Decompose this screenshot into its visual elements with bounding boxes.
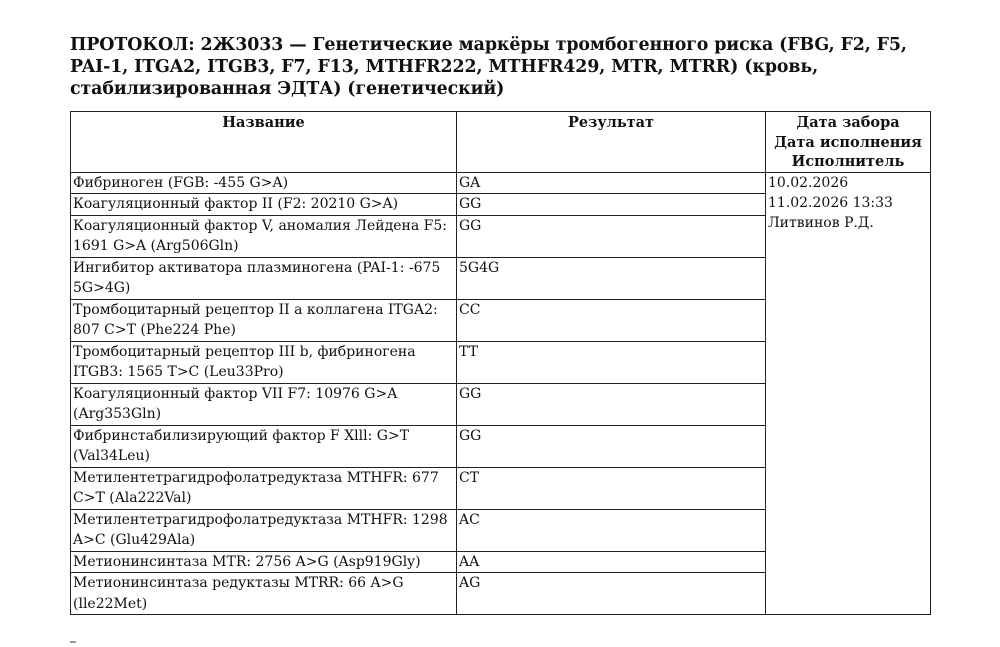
protocol-title: ПРОТОКОЛ: 2Ж3033 — Генетические маркёры тромбогенного риска (FBG, F2, F5, PAI-1, ITGA2, ITGB3, F7, F13, MTHFR222, MTHFR429, MTR, MTRR) (кровь, стабилизированная ЭДТА) (генетический) <box>70 35 907 99</box>
marker-name: Метионинсинтаза редуктазы MTRR: 66 A>G (lle22Met) <box>71 573 457 615</box>
page-edge-mark <box>70 641 76 643</box>
marker-result: GG <box>457 194 766 216</box>
header-meta <box>766 112 931 173</box>
marker-name: Тромбоцитарный рецептор II а коллагена ITGA2: 807 C>T (Phe224 Phe) <box>71 299 457 341</box>
collection-date: 10.02.2026 <box>768 174 849 191</box>
table-row <box>71 172 931 194</box>
marker-name: Метилентетрагидрофолатредуктаза MTHFR: 677 C>T (Ala222Val) <box>71 467 457 509</box>
marker-result: AC <box>457 509 766 551</box>
marker-result: GG <box>457 215 766 257</box>
header-collection-date: Дата забора <box>796 114 900 131</box>
marker-name: Коагуляционный фактор V, аномалия Лейдена F5: 1691 G>A (Arg506Gln) <box>71 215 457 257</box>
marker-name: Фибринстабилизирующий фактор F Xlll: G>T (Val34Leu) <box>71 425 457 467</box>
marker-result: CC <box>457 299 766 341</box>
marker-result: TT <box>457 341 766 383</box>
header-result: Результат <box>457 112 766 173</box>
marker-result: GG <box>457 383 766 425</box>
header-performer: Исполнитель <box>791 153 905 170</box>
marker-result: GG <box>457 425 766 467</box>
meta-cell <box>766 172 931 615</box>
marker-name: Тромбоцитарный рецептор III b, фибриногена ITGB3: 1565 T>C (Leu33Pro) <box>71 341 457 383</box>
marker-result: AG <box>457 573 766 615</box>
marker-name: Метилентетрагидрофолатредуктаза MTHFR: 1298 A>C (Glu429Ala) <box>71 509 457 551</box>
marker-result: GA <box>457 172 766 194</box>
execution-date: 11.02.2026 13:33 <box>768 194 893 211</box>
performer: Литвинов Р.Д. <box>768 214 874 231</box>
marker-name: Метионинсинтаза MTR: 2756 A>G (Asp919Gly) <box>71 551 457 573</box>
marker-result: CT <box>457 467 766 509</box>
marker-name: Коагуляционный фактор VII F7: 10976 G>A (Arg353Gln) <box>71 383 457 425</box>
marker-name: Ингибитор активатора плазминогена (PAI-1: -675 5G>4G) <box>71 257 457 299</box>
header-name: Название <box>71 112 457 173</box>
header-execution-date: Дата исполнения <box>774 133 922 151</box>
marker-name: Фибриноген (FGB: -455 G>A) <box>71 172 457 194</box>
marker-result: 5G4G <box>457 257 766 299</box>
results-table <box>70 111 931 615</box>
marker-result: AA <box>457 551 766 573</box>
marker-name: Коагуляционный фактор II (F2: 20210 G>A) <box>71 194 457 216</box>
table-header-row <box>71 112 931 173</box>
